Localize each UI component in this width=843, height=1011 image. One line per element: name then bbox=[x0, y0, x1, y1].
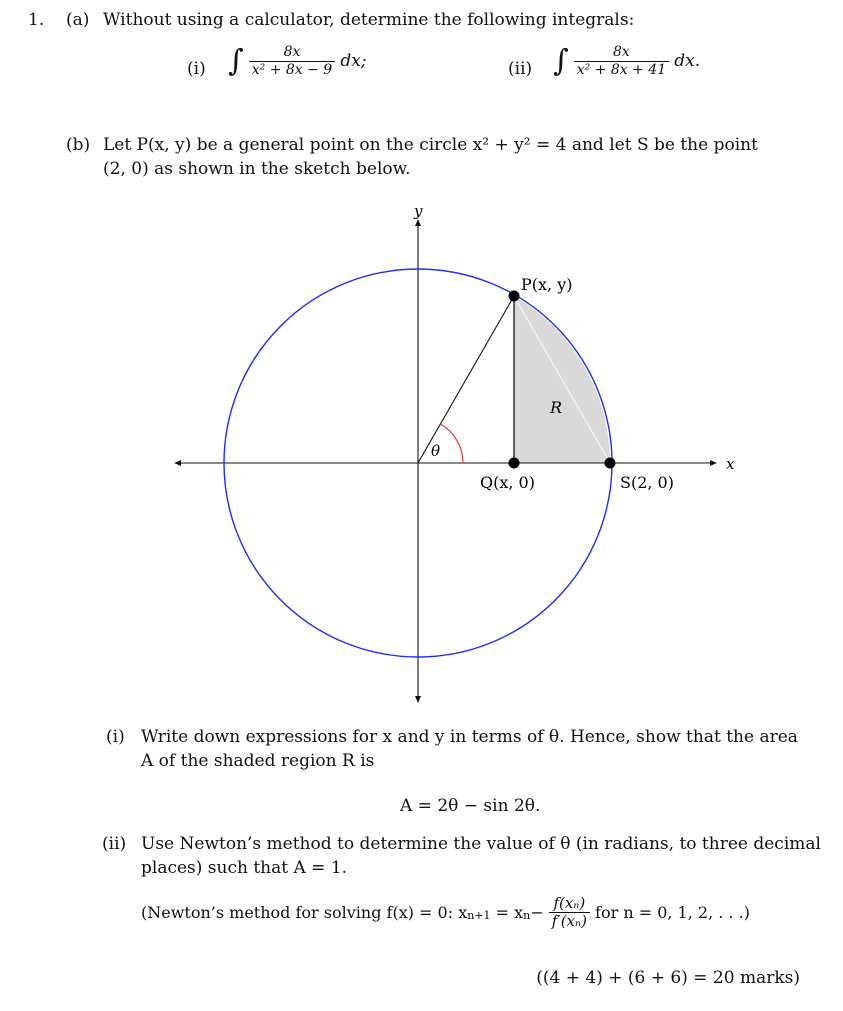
sub-ii-label: (ii) bbox=[102, 834, 127, 854]
integral-i-label: (i) bbox=[187, 59, 206, 79]
circle-sketch bbox=[0, 190, 843, 710]
angle-arc bbox=[441, 424, 464, 463]
sub-ii-line2: places) such that A = 1. bbox=[141, 858, 348, 878]
newton-sub-n1: n+1 bbox=[467, 909, 491, 922]
point-p bbox=[509, 291, 520, 302]
integral-sign-icon: ∫ bbox=[228, 43, 244, 79]
part-b-line2: (2, 0) as shown in the sketch below. bbox=[103, 159, 411, 179]
sub-ii-line1: Use Newton’s method to determine the value of θ (in radians, to three decimal bbox=[141, 834, 821, 854]
integral-ii-dx: dx. bbox=[674, 51, 701, 71]
label-p: P(x, y) bbox=[521, 275, 573, 294]
integral-ii bbox=[553, 44, 700, 79]
integral-ii-fraction bbox=[574, 44, 669, 79]
newton-fraction bbox=[549, 895, 590, 930]
area-formula: A = 2θ − sin 2θ. bbox=[400, 796, 541, 816]
newton-minus: − bbox=[530, 903, 544, 922]
label-s: S(2, 0) bbox=[620, 473, 674, 492]
radius-op bbox=[418, 296, 514, 463]
newton-method-hint bbox=[141, 895, 750, 930]
integral-ii-numerator: 8x bbox=[613, 44, 630, 60]
integral-i-dx: dx; bbox=[340, 51, 367, 71]
y-axis-label: y bbox=[414, 202, 423, 220]
integral-i-denominator: x² + 8x − 9 bbox=[249, 61, 335, 79]
question-number: 1. bbox=[28, 10, 45, 30]
sub-i-line1: Write down expressions for x and y in terms of θ. Hence, show that the area bbox=[141, 727, 798, 747]
newton-denominator: f′(xₙ) bbox=[549, 912, 590, 930]
newton-sub-n: n bbox=[523, 909, 531, 922]
part-a-label: (a) bbox=[66, 10, 90, 30]
sub-i-label: (i) bbox=[106, 727, 125, 747]
label-theta: θ bbox=[431, 442, 441, 460]
integral-i-fraction bbox=[249, 44, 335, 79]
integral-i bbox=[228, 44, 367, 79]
integral-sign-icon: ∫ bbox=[553, 43, 569, 79]
newton-suffix: for n = 0, 1, 2, . . .) bbox=[595, 903, 750, 922]
part-b-label: (b) bbox=[66, 135, 91, 155]
point-s bbox=[605, 458, 616, 469]
part-a-instruction: Without using a calculator, determine the following integrals: bbox=[103, 10, 635, 30]
newton-eq: = x bbox=[490, 903, 524, 922]
part-b-line1: Let P(x, y) be a general point on the circle x² + y² = 4 and let S be the point bbox=[103, 135, 758, 155]
marks-total: ((4 + 4) + (6 + 6) = 20 marks) bbox=[536, 968, 800, 988]
integral-ii-label: (ii) bbox=[508, 59, 533, 79]
point-q bbox=[509, 458, 520, 469]
newton-numerator: f(xₙ) bbox=[553, 894, 586, 912]
sub-i-line2: A of the shaded region R is bbox=[141, 751, 375, 771]
label-q: Q(x, 0) bbox=[480, 473, 535, 492]
integral-ii-denominator: x² + 8x + 41 bbox=[574, 61, 669, 79]
newton-prefix: (Newton’s method for solving f(x) = 0: x bbox=[141, 903, 468, 922]
integral-i-numerator: 8x bbox=[283, 44, 301, 60]
x-axis-label: x bbox=[726, 455, 735, 473]
label-r: R bbox=[550, 398, 563, 417]
